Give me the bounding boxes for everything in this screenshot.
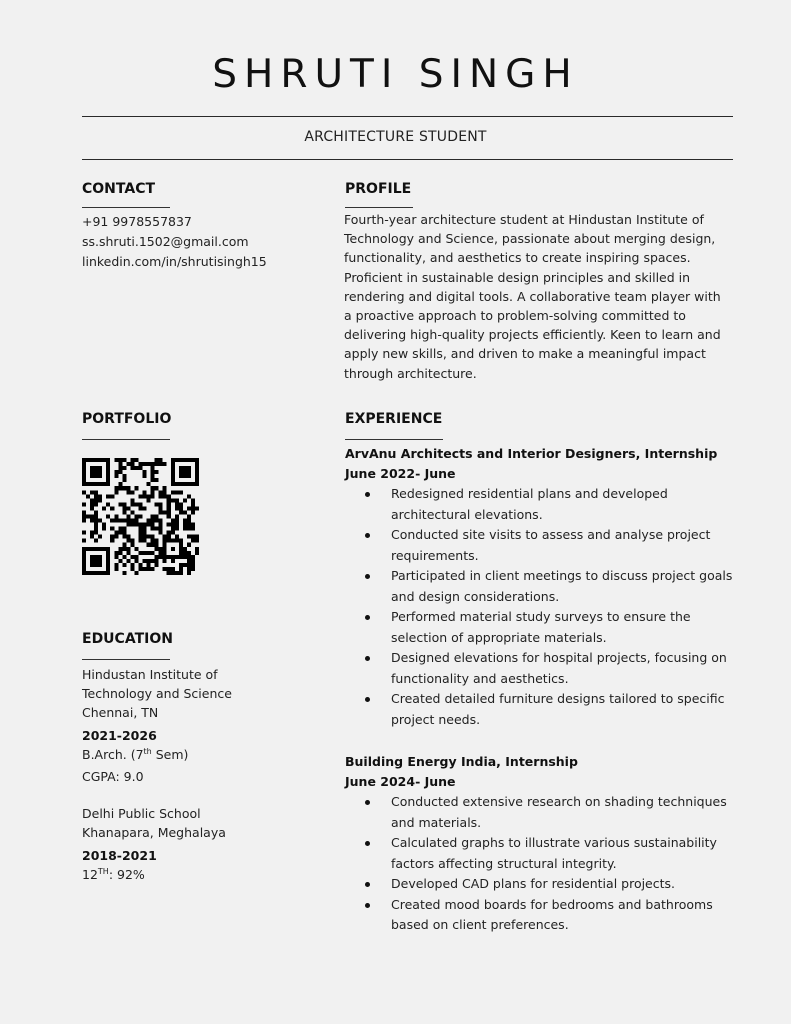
job-title: Building Energy India, Internship bbox=[345, 754, 578, 769]
job-bullet: Created detailed furniture designs tailored to specific project needs. bbox=[345, 689, 732, 730]
profile-heading-underline bbox=[345, 207, 413, 208]
profile-line: delivering high-quality projects efficiently. Keen to learn and bbox=[344, 327, 721, 343]
profile-heading: PROFILE bbox=[345, 181, 412, 197]
contact-heading: CONTACT bbox=[82, 181, 156, 197]
job-bullet: Developed CAD plans for residential projects. bbox=[345, 874, 727, 895]
bullet-icon bbox=[365, 697, 370, 702]
portfolio-heading: PORTFOLIO bbox=[82, 411, 172, 427]
school-line: Khanapara, Meghalaya bbox=[82, 825, 226, 840]
contact-heading-underline bbox=[82, 207, 170, 208]
education-years: 2018-2021 bbox=[82, 848, 157, 863]
profile-line: a proactive approach to problem-solving committed to bbox=[344, 308, 686, 324]
bullet-icon bbox=[365, 492, 370, 497]
job-dates: June 2024- June bbox=[345, 774, 456, 789]
bullet-icon bbox=[365, 841, 370, 846]
experience-job bbox=[345, 752, 727, 936]
header-top-divider bbox=[82, 116, 733, 117]
job-bullet: Conducted extensive research on shading techniques and materials. bbox=[345, 792, 727, 833]
education-degree: B.Arch. (7th Sem) bbox=[82, 746, 189, 762]
education-heading-underline bbox=[82, 659, 170, 660]
bullet-icon bbox=[365, 574, 370, 579]
school-line: Chennai, TN bbox=[82, 705, 159, 720]
profile-line: functionality, and aesthetics to create inspiring spaces. bbox=[344, 250, 691, 266]
resume-name: SHRUTI SINGH bbox=[212, 52, 579, 97]
profile-line: apply new skills, and driven to make a meaningful impact bbox=[344, 346, 706, 362]
job-dates: June 2022- June bbox=[345, 466, 456, 481]
bullet-icon bbox=[365, 656, 370, 661]
education-entry bbox=[82, 804, 226, 884]
job-bullet-list bbox=[345, 792, 727, 936]
school-line: Technology and Science bbox=[82, 686, 232, 701]
resume-role: ARCHITECTURE STUDENT bbox=[304, 129, 487, 145]
education-heading: EDUCATION bbox=[82, 631, 173, 647]
profile-line: Proficient in sustainable design principles and skilled in bbox=[344, 269, 691, 285]
school-line: Delhi Public School bbox=[82, 806, 201, 821]
education-degree: 12TH: 92% bbox=[82, 866, 145, 882]
bullet-icon bbox=[365, 533, 370, 538]
contact-email[interactable]: ss.shruti.1502@gmail.com bbox=[82, 234, 249, 249]
qr-code-icon[interactable] bbox=[82, 458, 199, 575]
job-bullet: Created mood boards for bedrooms and bathrooms based on client preferences. bbox=[345, 895, 727, 936]
job-bullet: Redesigned residential plans and developed architectural elevations. bbox=[345, 484, 732, 525]
experience-job bbox=[345, 444, 732, 730]
experience-heading-underline bbox=[345, 439, 443, 440]
bullet-icon bbox=[365, 615, 370, 620]
profile-line: Technology and Science, passionate about merging design, bbox=[344, 231, 716, 247]
job-bullet: Conducted site visits to assess and analyse project requirements. bbox=[345, 525, 732, 566]
contact-phone: +91 9978557837 bbox=[82, 214, 192, 229]
header-bottom-divider bbox=[82, 159, 733, 160]
job-bullet: Performed material study surveys to ensure the selection of appropriate materials. bbox=[345, 607, 732, 648]
school-line: Hindustan Institute of bbox=[82, 667, 218, 682]
experience-heading: EXPERIENCE bbox=[345, 411, 443, 427]
bullet-icon bbox=[365, 800, 370, 805]
profile-line: rendering and digital tools. A collaborative team player with bbox=[344, 288, 721, 304]
job-bullet: Calculated graphs to illustrate various sustainability factors affecting structural integrity. bbox=[345, 833, 727, 874]
job-title: ArvAnu Architects and Interior Designers, Internship bbox=[345, 446, 718, 461]
profile-paragraph bbox=[344, 210, 736, 383]
portfolio-heading-underline bbox=[82, 439, 170, 440]
job-bullet: Participated in client meetings to discuss project goals and design considerations. bbox=[345, 566, 732, 607]
contact-linkedin[interactable]: linkedin.com/in/shrutisingh15 bbox=[82, 254, 267, 269]
education-entry bbox=[82, 665, 232, 786]
bullet-icon bbox=[365, 882, 370, 887]
job-bullet-list bbox=[345, 484, 732, 730]
profile-line: through architecture. bbox=[344, 365, 477, 381]
contact-list bbox=[82, 212, 267, 272]
education-years: 2021-2026 bbox=[82, 728, 157, 743]
bullet-icon bbox=[365, 903, 370, 908]
profile-line: Fourth-year architecture student at Hindustan Institute of bbox=[344, 212, 704, 227]
education-grade: CGPA: 9.0 bbox=[82, 769, 144, 784]
job-bullet: Designed elevations for hospital projects, focusing on functionality and aesthetics. bbox=[345, 648, 732, 689]
